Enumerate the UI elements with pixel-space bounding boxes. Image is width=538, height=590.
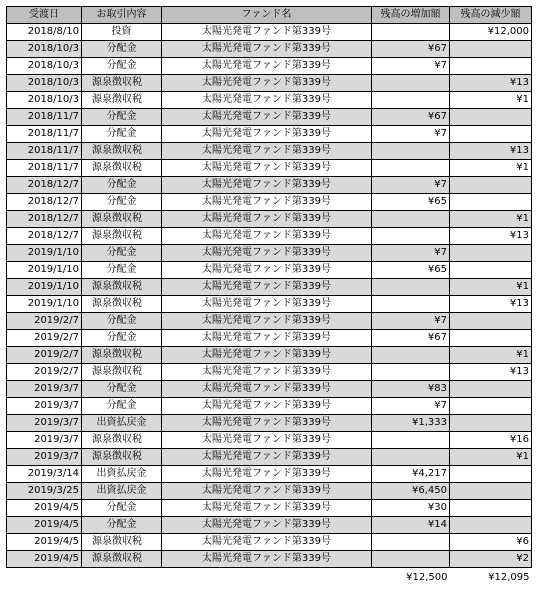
cell-decrease <box>450 109 532 126</box>
cell-fund: 太陽光発電ファンド第339号 <box>162 534 372 551</box>
cell-date: 2018/11/7 <box>7 109 82 126</box>
cell-decrease: ¥13 <box>450 75 532 92</box>
cell-decrease <box>450 194 532 211</box>
cell-fund: 太陽光発電ファンド第339号 <box>162 228 372 245</box>
cell-increase: ¥1,333 <box>372 415 450 432</box>
table-row <box>7 92 532 109</box>
cell-type: 源泉徴収税 <box>82 534 162 551</box>
table-row <box>7 24 532 41</box>
table-row <box>7 296 532 313</box>
cell-date: 2019/2/7 <box>7 364 82 381</box>
cell-decrease: ¥6 <box>450 534 532 551</box>
cell-fund: 太陽光発電ファンド第339号 <box>162 92 372 109</box>
header-type: お取引内容 <box>82 7 162 24</box>
table-row <box>7 177 532 194</box>
cell-fund: 太陽光発電ファンド第339号 <box>162 415 372 432</box>
cell-decrease: ¥1 <box>450 347 532 364</box>
cell-date: 2019/2/7 <box>7 330 82 347</box>
cell-fund: 太陽光発電ファンド第339号 <box>162 313 372 330</box>
transaction-sheet <box>6 6 532 586</box>
cell-date: 2018/11/7 <box>7 160 82 177</box>
cell-date: 2019/2/7 <box>7 347 82 364</box>
cell-decrease: ¥12,000 <box>450 24 532 41</box>
table-row <box>7 466 532 483</box>
cell-date: 2018/10/3 <box>7 75 82 92</box>
cell-decrease: ¥2 <box>450 551 532 568</box>
cell-date: 2019/3/7 <box>7 432 82 449</box>
cell-date: 2018/11/7 <box>7 126 82 143</box>
cell-fund: 太陽光発電ファンド第339号 <box>162 194 372 211</box>
cell-increase: ¥7 <box>372 58 450 75</box>
cell-type: 分配金 <box>82 41 162 58</box>
cell-decrease <box>450 398 532 415</box>
cell-increase: ¥65 <box>372 194 450 211</box>
table-row <box>7 58 532 75</box>
cell-decrease: ¥13 <box>450 228 532 245</box>
table-row <box>7 517 532 534</box>
cell-increase: ¥67 <box>372 41 450 58</box>
cell-date: 2018/12/7 <box>7 194 82 211</box>
table-row <box>7 381 532 398</box>
table-row <box>7 398 532 415</box>
cell-fund: 太陽光発電ファンド第339号 <box>162 483 372 500</box>
cell-decrease <box>450 313 532 330</box>
cell-date: 2019/3/7 <box>7 449 82 466</box>
cell-date: 2019/3/7 <box>7 398 82 415</box>
cell-type: 分配金 <box>82 109 162 126</box>
cell-type: 分配金 <box>82 398 162 415</box>
cell-type: 分配金 <box>82 177 162 194</box>
cell-decrease: ¥1 <box>450 279 532 296</box>
table-row <box>7 143 532 160</box>
table-row <box>7 415 532 432</box>
total-increase: ¥12,500 <box>406 572 448 583</box>
table-row <box>7 330 532 347</box>
cell-fund: 太陽光発電ファンド第339号 <box>162 211 372 228</box>
cell-fund: 太陽光発電ファンド第339号 <box>162 245 372 262</box>
cell-increase <box>372 347 450 364</box>
cell-increase <box>372 211 450 228</box>
cell-date: 2018/10/3 <box>7 58 82 75</box>
cell-increase <box>372 551 450 568</box>
cell-increase <box>372 228 450 245</box>
cell-decrease <box>450 415 532 432</box>
table-row <box>7 228 532 245</box>
cell-type: 出資払戻金 <box>82 415 162 432</box>
cell-increase <box>372 92 450 109</box>
cell-fund: 太陽光発電ファンド第339号 <box>162 500 372 517</box>
cell-type: 分配金 <box>82 194 162 211</box>
cell-fund: 太陽光発電ファンド第339号 <box>162 517 372 534</box>
cell-increase <box>372 279 450 296</box>
cell-fund: 太陽光発電ファンド第339号 <box>162 432 372 449</box>
cell-date: 2019/4/5 <box>7 534 82 551</box>
cell-fund: 太陽光発電ファンド第339号 <box>162 143 372 160</box>
cell-decrease <box>450 483 532 500</box>
cell-fund: 太陽光発電ファンド第339号 <box>162 109 372 126</box>
cell-fund: 太陽光発電ファンド第339号 <box>162 177 372 194</box>
cell-type: 出資払戻金 <box>82 483 162 500</box>
cell-fund: 太陽光発電ファンド第339号 <box>162 398 372 415</box>
table-row <box>7 109 532 126</box>
cell-type: 源泉徴収税 <box>82 143 162 160</box>
cell-type: 分配金 <box>82 517 162 534</box>
cell-increase <box>372 534 450 551</box>
cell-fund: 太陽光発電ファンド第339号 <box>162 41 372 58</box>
table-row <box>7 245 532 262</box>
cell-type: 源泉徴収税 <box>82 75 162 92</box>
table-row <box>7 432 532 449</box>
cell-decrease: ¥1 <box>450 211 532 228</box>
cell-type: 分配金 <box>82 313 162 330</box>
header-date: 受渡日 <box>7 7 82 24</box>
cell-decrease: ¥16 <box>450 432 532 449</box>
cell-fund: 太陽光発電ファンド第339号 <box>162 364 372 381</box>
table-row <box>7 483 532 500</box>
cell-increase: ¥7 <box>372 245 450 262</box>
cell-decrease <box>450 262 532 279</box>
cell-type: 分配金 <box>82 500 162 517</box>
cell-decrease <box>450 466 532 483</box>
totals-row <box>7 568 532 587</box>
cell-increase: ¥30 <box>372 500 450 517</box>
cell-fund: 太陽光発電ファンド第339号 <box>162 126 372 143</box>
cell-fund: 太陽光発電ファンド第339号 <box>162 75 372 92</box>
total-decrease: ¥12,095 <box>488 572 530 583</box>
cell-fund: 太陽光発電ファンド第339号 <box>162 381 372 398</box>
table-row <box>7 279 532 296</box>
cell-increase: ¥83 <box>372 381 450 398</box>
cell-increase <box>372 296 450 313</box>
cell-type: 源泉徴収税 <box>82 551 162 568</box>
cell-date: 2019/3/7 <box>7 381 82 398</box>
cell-date: 2019/1/10 <box>7 279 82 296</box>
cell-date: 2018/12/7 <box>7 228 82 245</box>
cell-date: 2019/4/5 <box>7 517 82 534</box>
cell-type: 分配金 <box>82 330 162 347</box>
cell-fund: 太陽光発電ファンド第339号 <box>162 279 372 296</box>
cell-type: 分配金 <box>82 126 162 143</box>
cell-date: 2018/12/7 <box>7 211 82 228</box>
cell-decrease: ¥13 <box>450 364 532 381</box>
cell-increase <box>372 364 450 381</box>
cell-type: 源泉徴収税 <box>82 296 162 313</box>
cell-increase: ¥67 <box>372 330 450 347</box>
cell-increase <box>372 432 450 449</box>
cell-type: 源泉徴収税 <box>82 279 162 296</box>
table-row <box>7 449 532 466</box>
header-increase: 残高の増加額 <box>372 7 450 24</box>
cell-type: 出資払戻金 <box>82 466 162 483</box>
cell-increase: ¥4,217 <box>372 466 450 483</box>
cell-decrease <box>450 245 532 262</box>
header-row <box>7 7 532 24</box>
table-row <box>7 534 532 551</box>
cell-increase: ¥6,450 <box>372 483 450 500</box>
cell-fund: 太陽光発電ファンド第339号 <box>162 160 372 177</box>
table-row <box>7 551 532 568</box>
table-row <box>7 347 532 364</box>
cell-decrease: ¥1 <box>450 449 532 466</box>
cell-decrease <box>450 177 532 194</box>
cell-date: 2019/3/25 <box>7 483 82 500</box>
cell-fund: 太陽光発電ファンド第339号 <box>162 449 372 466</box>
cell-fund: 太陽光発電ファンド第339号 <box>162 58 372 75</box>
cell-decrease: ¥13 <box>450 143 532 160</box>
table-row <box>7 194 532 211</box>
cell-increase <box>372 143 450 160</box>
cell-date: 2018/8/10 <box>7 24 82 41</box>
table-row <box>7 211 532 228</box>
cell-date: 2019/2/7 <box>7 313 82 330</box>
cell-fund: 太陽光発電ファンド第339号 <box>162 551 372 568</box>
cell-type: 源泉徴収税 <box>82 347 162 364</box>
cell-type: 分配金 <box>82 245 162 262</box>
cell-decrease <box>450 330 532 347</box>
cell-date: 2019/4/5 <box>7 551 82 568</box>
table-row <box>7 313 532 330</box>
table-row <box>7 262 532 279</box>
cell-date: 2019/1/10 <box>7 262 82 279</box>
cell-increase: ¥14 <box>372 517 450 534</box>
cell-date: 2018/10/3 <box>7 41 82 58</box>
cell-fund: 太陽光発電ファンド第339号 <box>162 466 372 483</box>
cell-date: 2018/11/7 <box>7 143 82 160</box>
cell-decrease: ¥1 <box>450 92 532 109</box>
table-row <box>7 41 532 58</box>
cell-date: 2019/3/7 <box>7 415 82 432</box>
cell-type: 投資 <box>82 24 162 41</box>
cell-increase <box>372 160 450 177</box>
cell-increase: ¥7 <box>372 177 450 194</box>
cell-increase <box>372 24 450 41</box>
table-row <box>7 75 532 92</box>
cell-decrease: ¥13 <box>450 296 532 313</box>
cell-date: 2018/10/3 <box>7 92 82 109</box>
cell-fund: 太陽光発電ファンド第339号 <box>162 330 372 347</box>
cell-increase: ¥65 <box>372 262 450 279</box>
cell-type: 源泉徴収税 <box>82 211 162 228</box>
cell-decrease <box>450 126 532 143</box>
cell-decrease <box>450 58 532 75</box>
cell-type: 源泉徴収税 <box>82 364 162 381</box>
cell-fund: 太陽光発電ファンド第339号 <box>162 347 372 364</box>
cell-type: 分配金 <box>82 262 162 279</box>
cell-type: 分配金 <box>82 58 162 75</box>
header-fund: ファンド名 <box>162 7 372 24</box>
cell-type: 源泉徴収税 <box>82 228 162 245</box>
cell-fund: 太陽光発電ファンド第339号 <box>162 262 372 279</box>
cell-decrease: ¥1 <box>450 160 532 177</box>
cell-type: 源泉徴収税 <box>82 160 162 177</box>
cell-date: 2019/1/10 <box>7 245 82 262</box>
cell-fund: 太陽光発電ファンド第339号 <box>162 24 372 41</box>
cell-date: 2018/12/7 <box>7 177 82 194</box>
cell-decrease <box>450 517 532 534</box>
cell-increase: ¥67 <box>372 109 450 126</box>
cell-type: 源泉徴収税 <box>82 92 162 109</box>
transaction-table <box>6 6 532 586</box>
table-row <box>7 126 532 143</box>
cell-type: 源泉徴収税 <box>82 432 162 449</box>
table-row <box>7 160 532 177</box>
cell-decrease <box>450 500 532 517</box>
cell-increase <box>372 75 450 92</box>
table-row <box>7 364 532 381</box>
cell-date: 2019/3/14 <box>7 466 82 483</box>
cell-type: 源泉徴収税 <box>82 449 162 466</box>
cell-date: 2019/1/10 <box>7 296 82 313</box>
cell-date: 2019/4/5 <box>7 500 82 517</box>
cell-type: 分配金 <box>82 381 162 398</box>
table-row <box>7 500 532 517</box>
cell-increase <box>372 449 450 466</box>
cell-fund: 太陽光発電ファンド第339号 <box>162 296 372 313</box>
header-decrease: 残高の減少額 <box>450 7 532 24</box>
cell-decrease <box>450 41 532 58</box>
cell-increase: ¥7 <box>372 398 450 415</box>
cell-decrease <box>450 381 532 398</box>
cell-increase: ¥7 <box>372 126 450 143</box>
cell-increase: ¥7 <box>372 313 450 330</box>
